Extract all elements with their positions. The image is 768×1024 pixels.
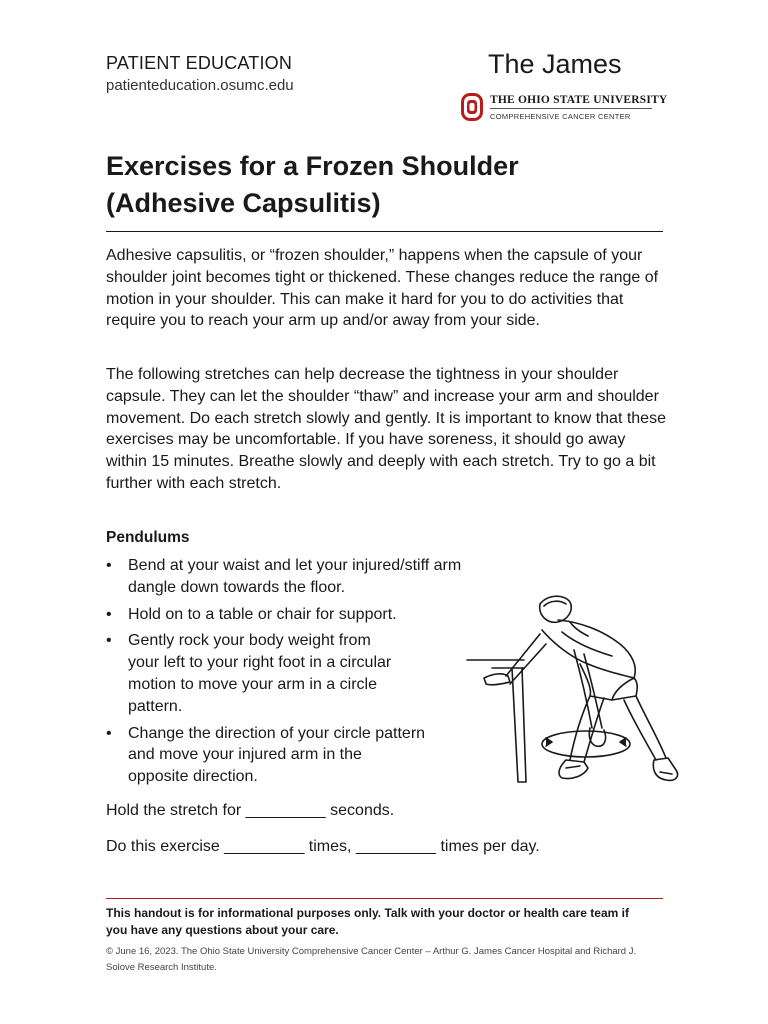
list-item bbox=[106, 604, 466, 626]
exercise-title: Pendulums bbox=[106, 529, 190, 546]
header-left bbox=[106, 52, 294, 95]
bullet-marker: • bbox=[106, 605, 112, 623]
repetitions-line: Do this exercise _________ times, _________ times per day. bbox=[106, 838, 540, 855]
james-logo bbox=[458, 48, 668, 126]
footer-divider bbox=[106, 898, 663, 899]
step-text: Change the direction of your circle pattern and move your injured arm in the opposite direction. bbox=[128, 724, 426, 786]
logo-title: The James bbox=[488, 49, 622, 79]
list-item bbox=[106, 555, 466, 599]
list-item bbox=[106, 630, 406, 717]
copyright: © June 16, 2023. The Ohio State University Comprehensive Cancer Center – Arthur G. James Cancer Hospital and Richard J. Solove Research Institute. bbox=[106, 946, 637, 973]
bullet-marker: • bbox=[106, 632, 112, 650]
step-text: Bend at your waist and let your injured/stiff arm dangle down towards the floor. bbox=[128, 557, 462, 596]
website-link[interactable]: patienteducation.osumc.edu bbox=[106, 77, 294, 94]
exercise-steps bbox=[106, 555, 466, 793]
section-label: PATIENT EDUCATION bbox=[106, 53, 293, 73]
bullet-marker: • bbox=[106, 557, 112, 574]
step-text: Gently rock your body weight from your left to your right foot in a circular motion to move your arm in a circle pattern. bbox=[128, 632, 392, 715]
osu-block-o-icon bbox=[460, 92, 484, 122]
page-title bbox=[106, 148, 666, 222]
title-divider bbox=[106, 231, 663, 232]
bullet-marker: • bbox=[106, 724, 112, 742]
pendulum-exercise-illustration bbox=[462, 592, 682, 792]
intro-paragraph-2: The following stretches can help decrease the tightness in your shoulder capsule. They can let the shoulder “thaw” and increase your arm and shoulder movement. Do each stretch slowly and gently. It is important to know that these exercises may be uncomfortable. If you have soreness, it should go away within 15 minutes. Breathe slowly and deeply with each stretch. Try to go a bit further with each stretch. bbox=[106, 366, 666, 492]
title-line-2: (Adhesive Capsulitis) bbox=[106, 188, 381, 218]
hold-duration-line: Hold the stretch for _________ seconds. bbox=[106, 802, 395, 819]
disclaimer: This handout is for informational purposes only. Talk with your doctor or health care team if you have any questions about your care. bbox=[106, 906, 629, 937]
list-item bbox=[106, 723, 426, 788]
intro-paragraph-1: Adhesive capsulitis, or “frozen shoulder,” happens when the capsule of your shoulder joint becomes tight or thickened. These changes reduce the range of motion in your shoulder. This can make it hard for you to do activities that require you to reach your arm up and/or away from your side. bbox=[106, 247, 659, 330]
university-name: THE OHIO STATE UNIVERSITY bbox=[490, 94, 668, 106]
title-line-1: Exercises for a Frozen Shoulder bbox=[106, 151, 519, 181]
step-text: Hold on to a table or chair for support. bbox=[128, 605, 397, 623]
logo-divider bbox=[490, 108, 652, 109]
cancer-center-name: COMPREHENSIVE CANCER CENTER bbox=[490, 112, 631, 121]
